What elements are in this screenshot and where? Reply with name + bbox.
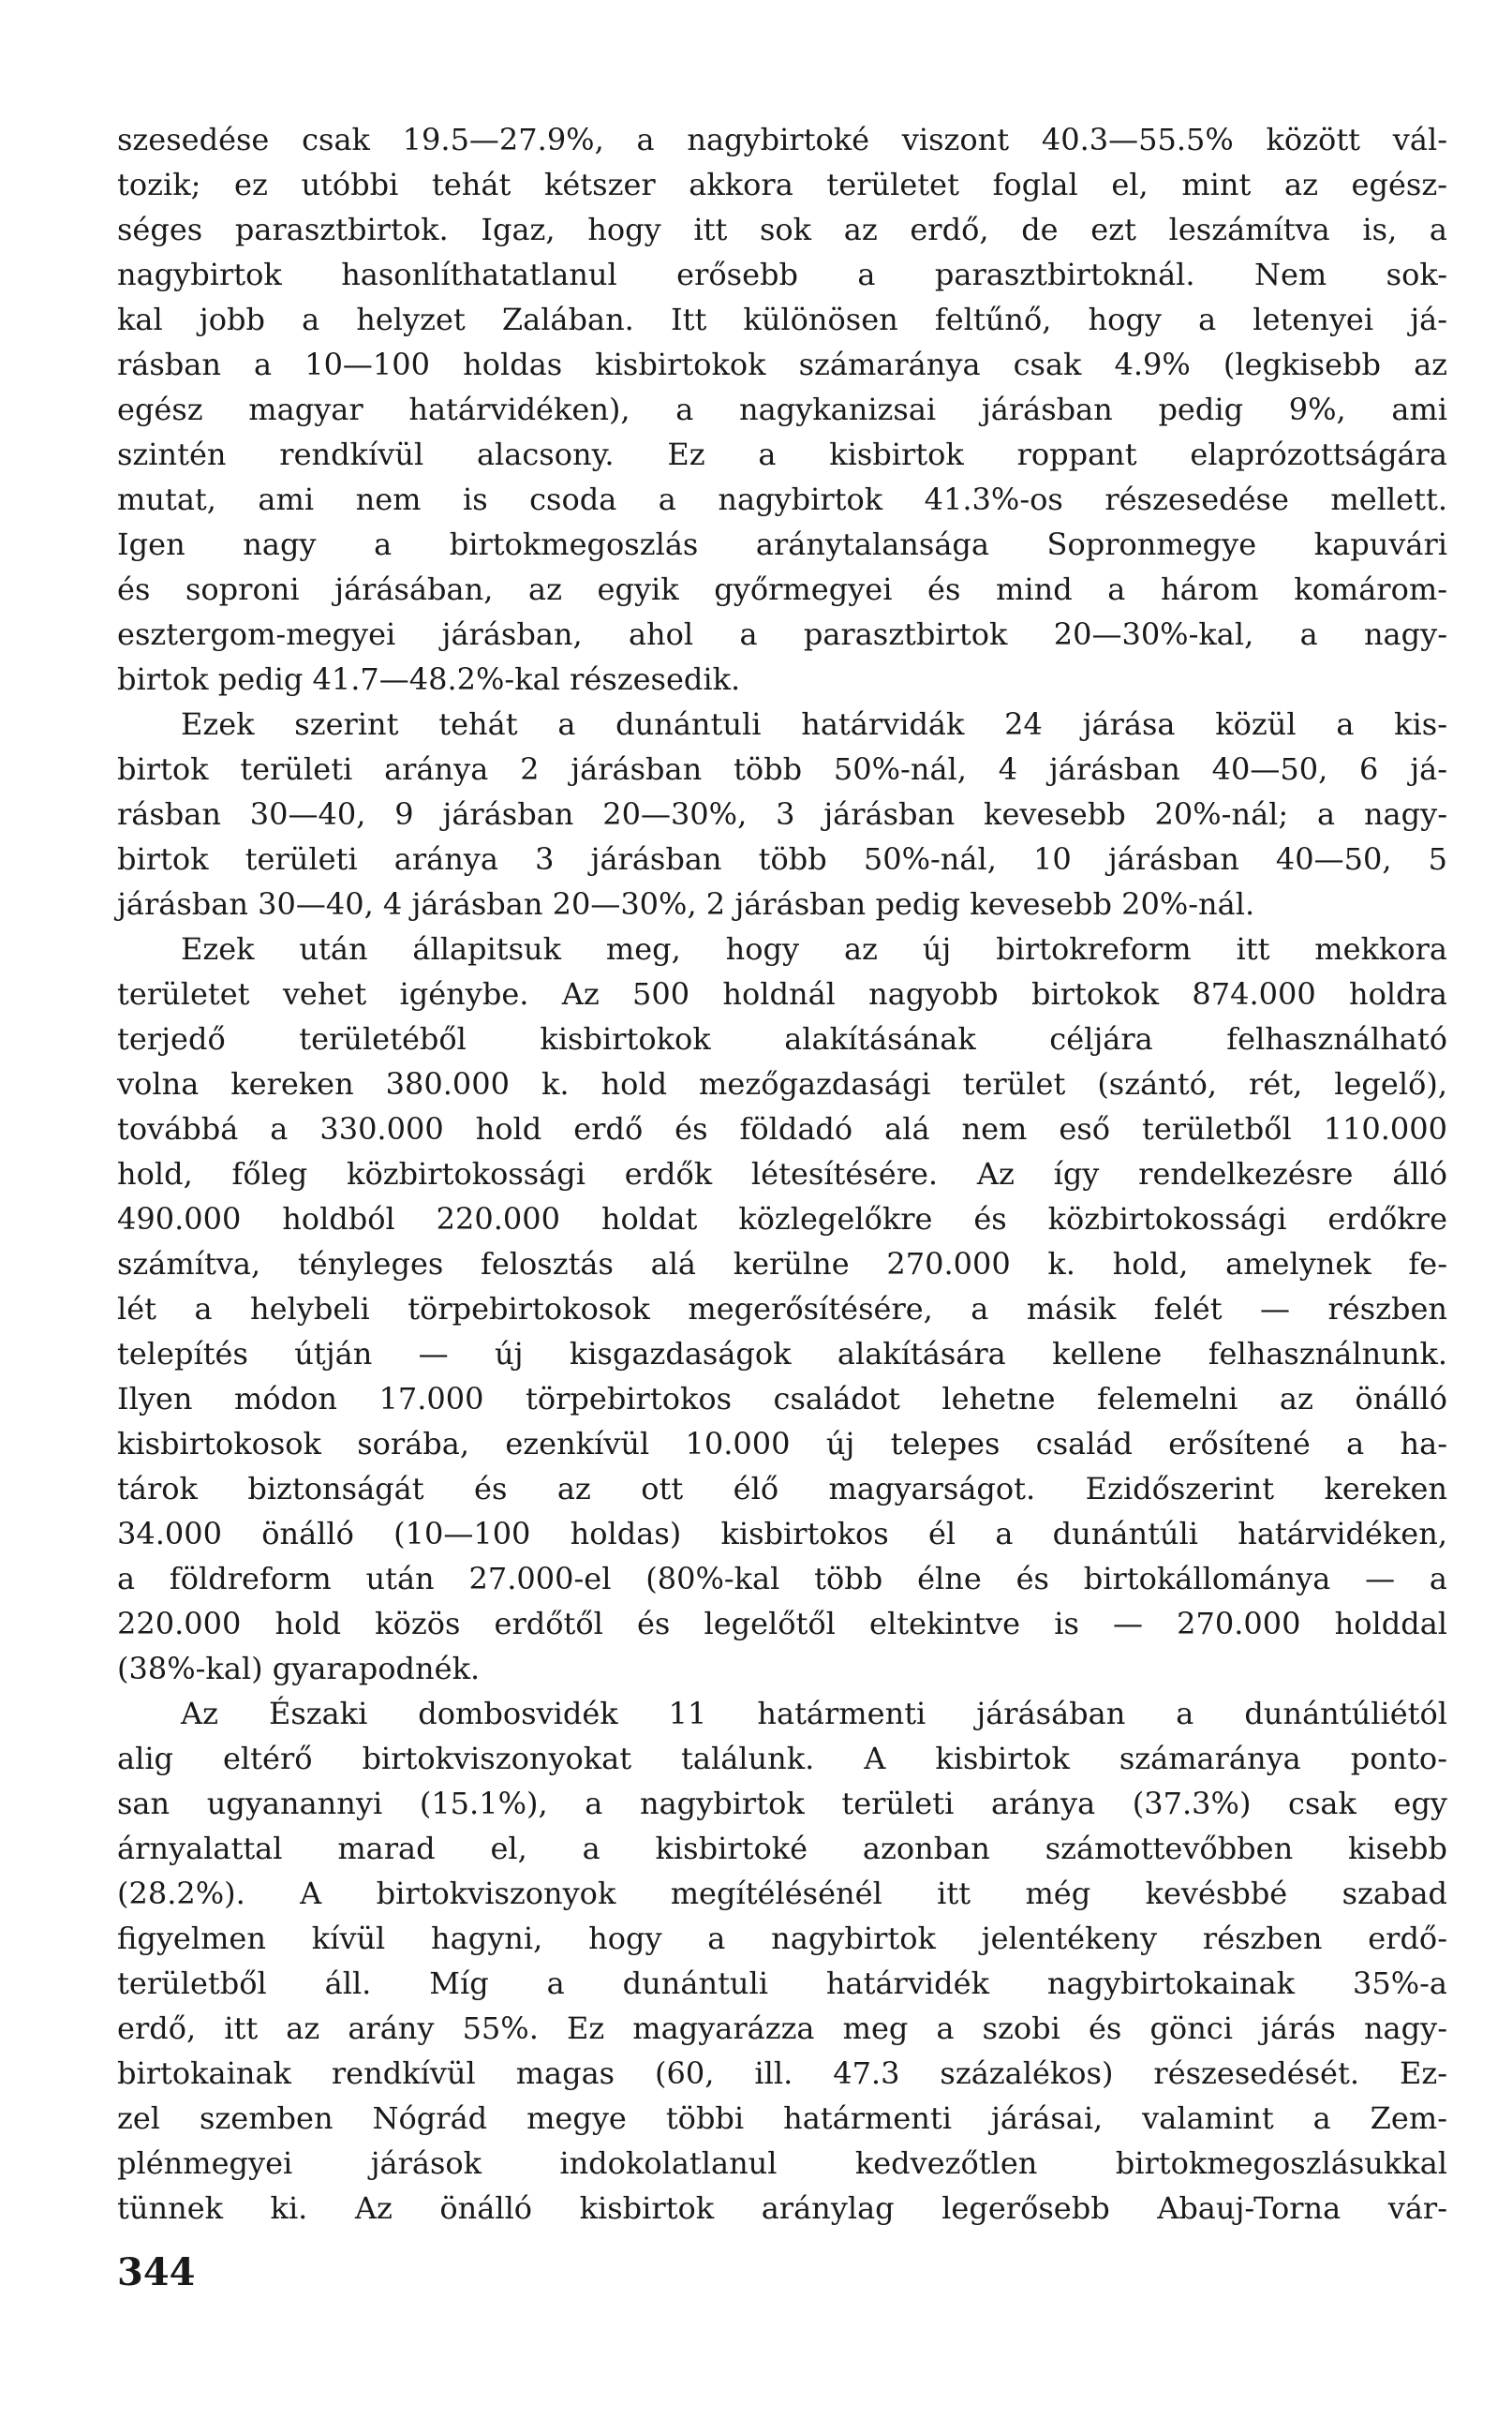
paragraph-end-line: járásban 30—40, 4 járásban 20—30%, 2 járásban pedig kevesebb 20%-nál. <box>117 886 1255 922</box>
text-line: alig eltérő birtokviszonyokat találunk. A kisbirtok számaránya ponto- <box>117 1741 1447 1776</box>
text-line: 220.000 hold közös erdőtől és legelőtől eltekintve is — 270.000 holddal <box>117 1606 1447 1641</box>
text-line: tozik; ez utóbbi tehát kétszer akkora területet foglal el, mint az egész- <box>117 167 1447 202</box>
text-line: Ilyen módon 17.000 törpebirtokos családot lehetne felemelni az önálló <box>117 1381 1447 1417</box>
paragraph-start-line: Az Északi dombosvidék 11 határmenti járásában a dunántúliétól <box>181 1696 1447 1731</box>
text-line: tünnek ki. Az önálló kisbirtok aránylag legerősebb Abauj-Torna vár- <box>117 2190 1447 2226</box>
text-line: mutat, ami nem is csoda a nagybirtok 41.3%-os részesedése mellett. <box>117 482 1447 517</box>
text-line: és soproni járásában, az egyik győrmegyei és mind a három komárom- <box>117 571 1447 607</box>
text-line: kisbirtokosok sorába, ezenkívül 10.000 új telepes család erősítené a ha- <box>117 1426 1447 1461</box>
text-line: birtok területi aránya 3 járásban több 50%-nál, 10 járásban 40—50, 5 <box>117 841 1447 877</box>
text-line: terjedő területéből kisbirtokok alakításának céljára felhasználható <box>117 1021 1447 1057</box>
text-line: továbbá a 330.000 hold erdő és földadó alá nem eső területből 110.000 <box>117 1111 1447 1147</box>
text-line: erdő, itt az arány 55%. Ez magyarázza meg a szobi és gönci járás nagy- <box>117 2010 1447 2046</box>
text-line: 490.000 holdból 220.000 holdat közlegelőkre és közbirtokossági erdőkre <box>117 1201 1447 1237</box>
text-line: figyelmen kívül hagyni, hogy a nagybirtok jelentékeny részben erdő- <box>117 1921 1447 1956</box>
text-line: számítva, tényleges felosztás alá kerülne 270.000 k. hold, amelynek fe- <box>117 1246 1447 1282</box>
text-line: területből áll. Míg a dunántuli határvidék nagybirtokainak 35%-a <box>117 1966 1447 2001</box>
paragraph-start-line: Ezek után állapitsuk meg, hogy az új birtokreform itt mekkora <box>181 931 1447 967</box>
paragraph-end-line: (38%-kal) gyarapodnék. <box>117 1651 481 1686</box>
text-line: lét a helybeli törpebirtokosok megerősítésére, a másik felét — részben <box>117 1291 1447 1327</box>
body-text <box>117 117 1447 2231</box>
text-line: (28.2%). A birtokviszonyok megítélésénél itt még kevésbbé szabad <box>117 1876 1447 1911</box>
text-line: birtok területi aránya 2 járásban több 50%-nál, 4 járásban 40—50, 6 já- <box>117 751 1447 787</box>
text-line: esztergom-megyei járásban, ahol a parasztbirtok 20—30%-kal, a nagy- <box>117 616 1447 652</box>
text-line: tárok biztonságát és az ott élő magyarságot. Ezidőszerint kereken <box>117 1471 1447 1506</box>
text-line: szesedése csak 19.5—27.9%, a nagybirtoké viszont 40.3—55.5% között vál- <box>117 122 1447 157</box>
text-line: kal jobb a helyzet Zalában. Itt különösen feltűnő, hogy a letenyei já- <box>117 302 1447 337</box>
text-line: plénmegyei járások indokolatlanul kedvezőtlen birtokmegoszlásukkal <box>117 2145 1447 2181</box>
page-number: 344 <box>117 2250 196 2294</box>
text-line: 34.000 önálló (10—100 holdas) kisbirtokos él a dunántúli határvidéken, <box>117 1516 1447 1551</box>
text-line: volna kereken 380.000 k. hold mezőgazdasági terület (szántó, rét, legelő), <box>117 1066 1447 1102</box>
text-line: hold, főleg közbirtokossági erdők létesítésére. Az így rendelkezésre álló <box>117 1156 1447 1192</box>
text-line: séges parasztbirtok. Igaz, hogy itt sok az erdő, de ezt leszámítva is, a <box>117 212 1447 247</box>
text-line: területet vehet igénybe. Az 500 holdnál nagyobb birtokok 874.000 holdra <box>117 976 1447 1012</box>
text-line: birtokainak rendkívül magas (60, ill. 47.3 százalékos) részesedését. Ez- <box>117 2055 1447 2091</box>
text-line: san ugyanannyi (15.1%), a nagybirtok területi aránya (37.3%) csak egy <box>117 1786 1447 1821</box>
paragraph-start-line: Ezek szerint tehát a dunántuli határvidák 24 járása közül a kis- <box>181 706 1447 742</box>
text-line: a földreform után 27.000-el (80%-kal több élne és birtokállománya — a <box>117 1561 1447 1596</box>
text-line: Igen nagy a birtokmegoszlás aránytalansága Sopronmegye kapuvári <box>117 527 1447 562</box>
text-line: rásban 30—40, 9 járásban 20—30%, 3 járásban kevesebb 20%-nál; a nagy- <box>117 796 1447 832</box>
text-line: zel szemben Nógrád megye többi határmenti járásai, valamint a Zem- <box>117 2100 1447 2136</box>
text-line: szintén rendkívül alacsony. Ez a kisbirtok roppant elaprózottságára <box>117 437 1447 472</box>
paragraph-end-line: birtok pedig 41.7—48.2%-kal részesedik. <box>117 661 741 697</box>
text-line: árnyalattal marad el, a kisbirtoké azonban számottevőbben kisebb <box>117 1831 1447 1866</box>
text-line: telepítés útján — új kisgazdaságok alakítására kellene felhasználnunk. <box>117 1336 1447 1372</box>
text-line: rásban a 10—100 holdas kisbirtokok számaránya csak 4.9% (legkisebb az <box>117 347 1447 382</box>
text-line: nagybirtok hasonlíthatatlanul erősebb a parasztbirtoknál. Nem sok- <box>117 257 1447 292</box>
text-line: egész magyar határvidéken), a nagykanizsai járásban pedig 9%, ami <box>117 392 1447 427</box>
